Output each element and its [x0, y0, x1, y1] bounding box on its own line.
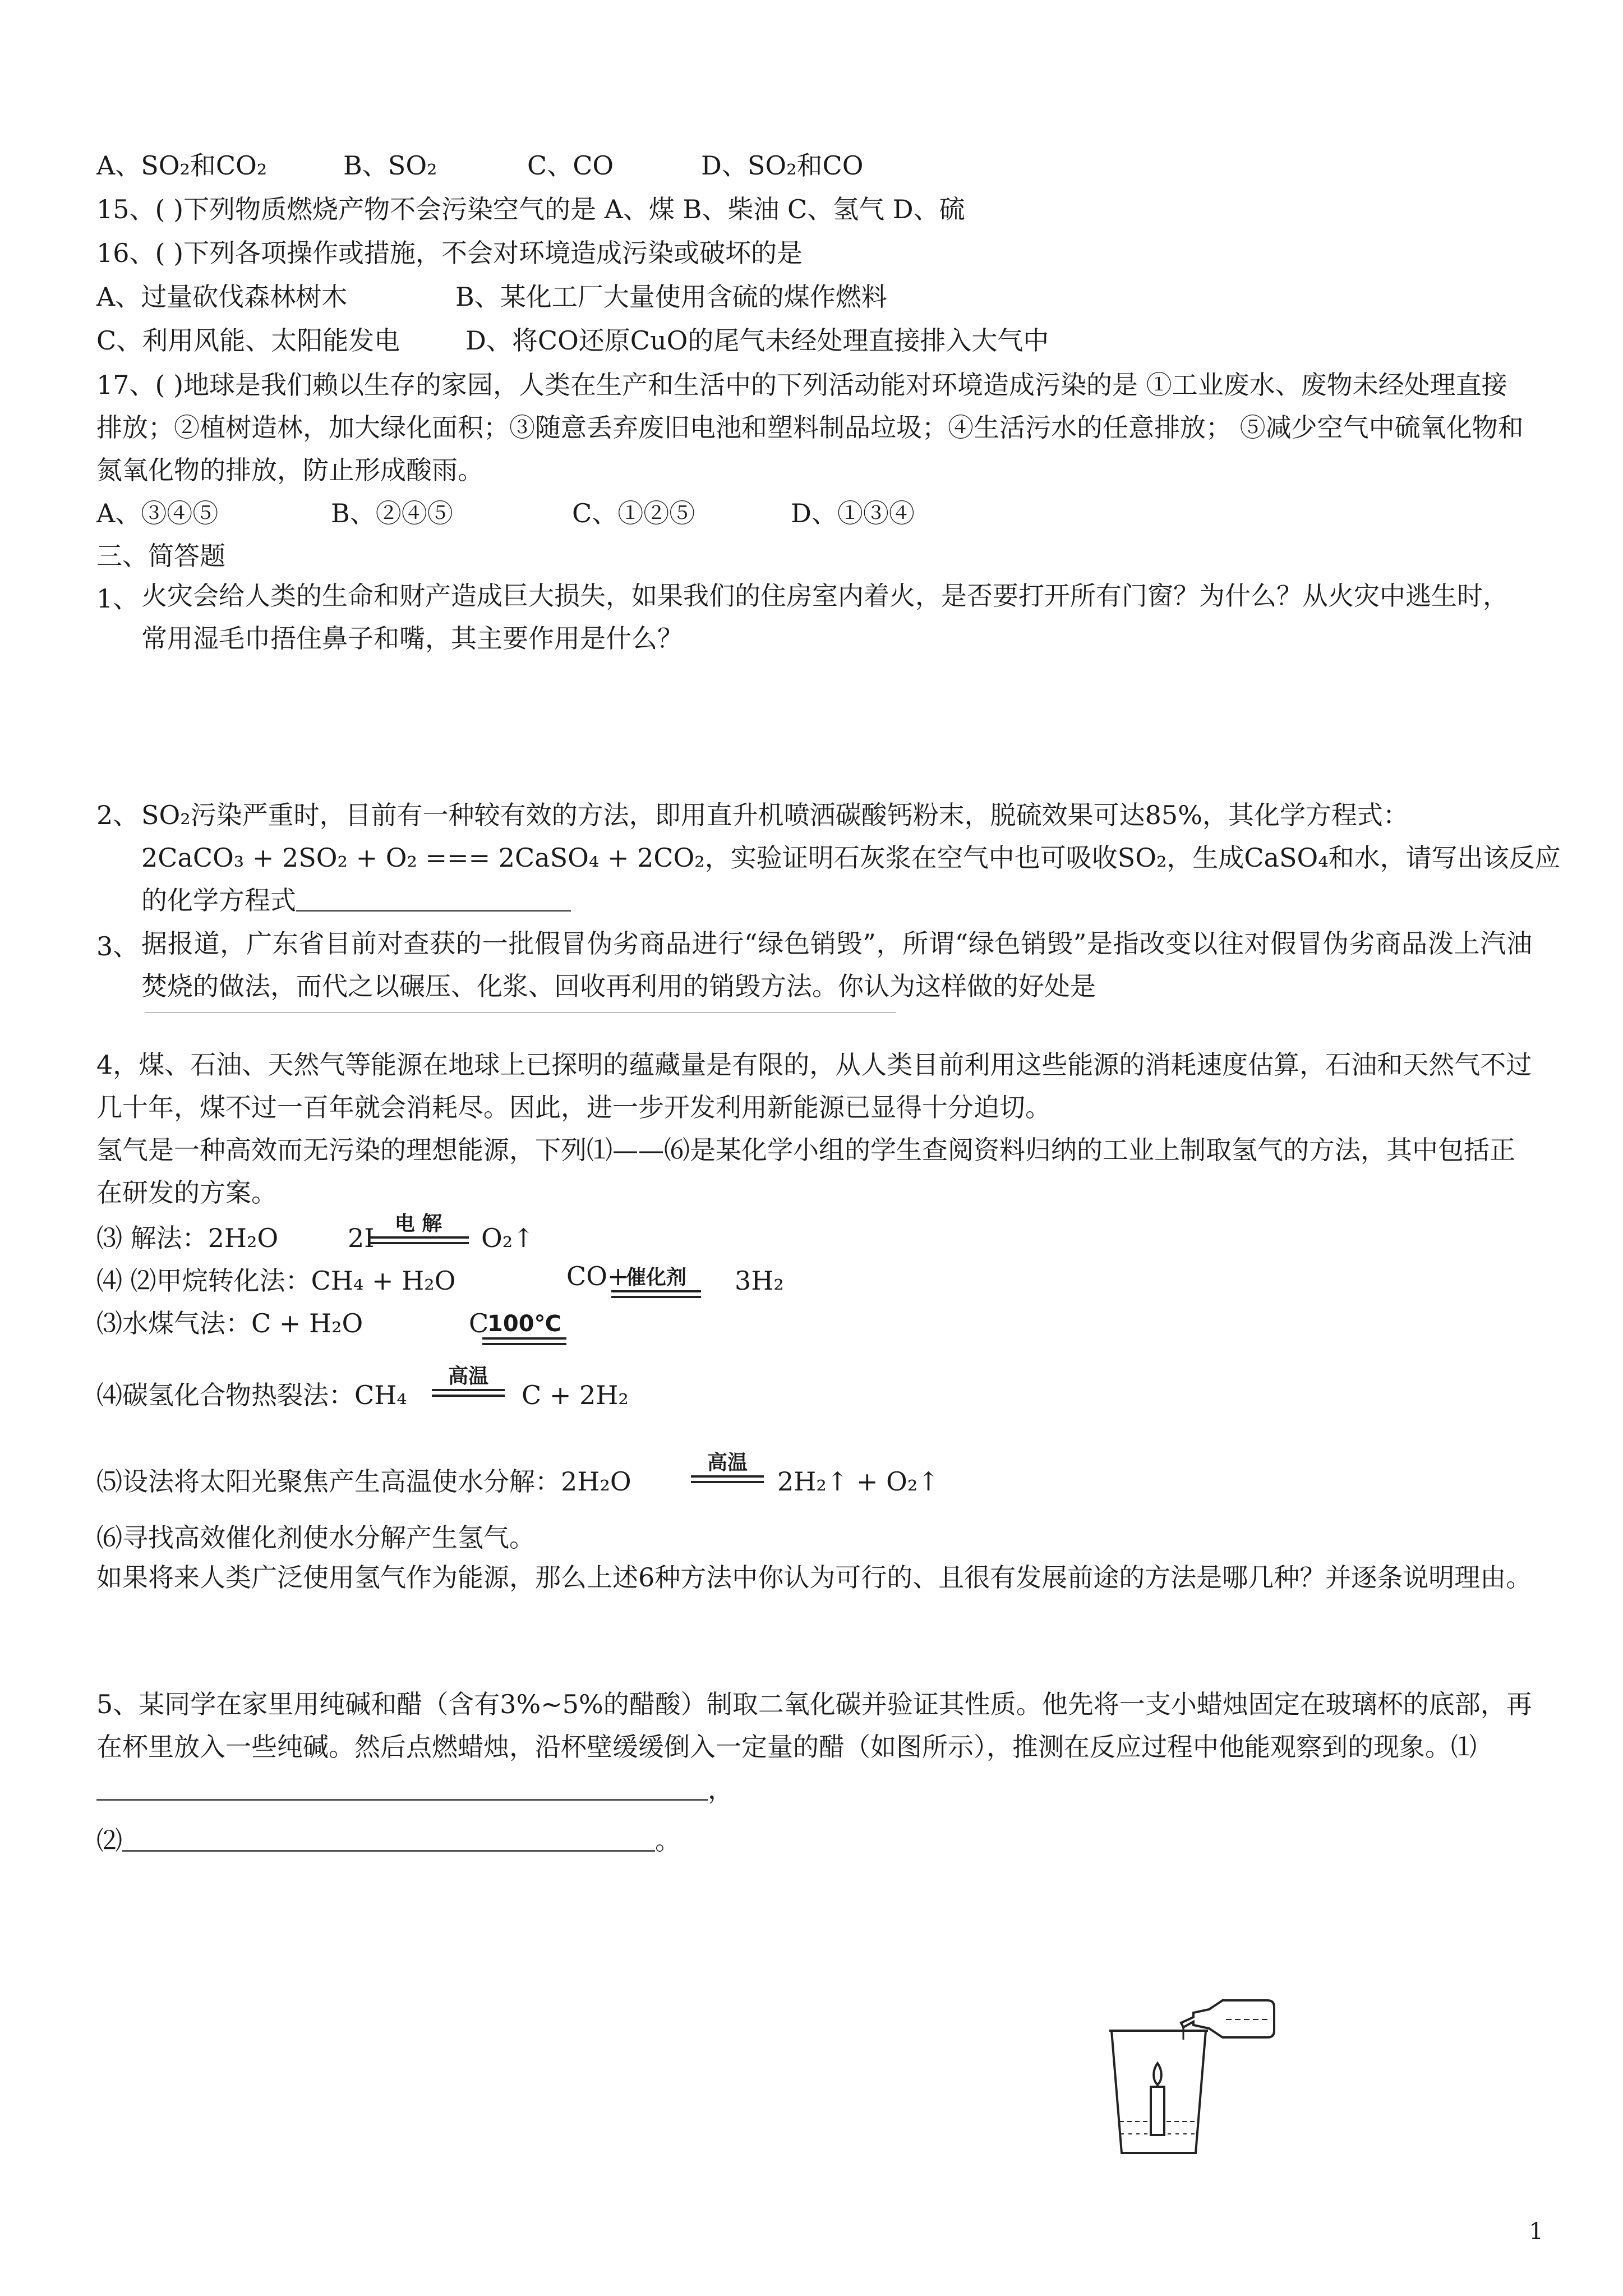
short-answer-4-intro-2: 氢气是一种高效而无污染的理想能源，下列⑴——⑹是某化学小组的学生查阅资料归纳的工业上制取氢气的方法，其中包括正在研发的方案。	[96, 1135, 1515, 1208]
short-answer-2-line-2: 2CaCO₃ + 2SO₂ + O₂ === 2CaSO₄ + 2CO₂，实验证明石灰浆在空气中也可吸收SO₂，生成CaSO₄和水，请写出该反应	[141, 843, 1561, 873]
condition-label: 催化剂	[625, 1266, 686, 1289]
condition-label: 高温	[707, 1451, 748, 1474]
method-4-label: ⑷碳氢化合物热裂法：CH₄	[96, 1380, 407, 1410]
method-4-condition	[432, 1364, 505, 1397]
short-answer-3-number: 3、	[96, 931, 139, 961]
answer-blank[interactable]	[122, 1830, 655, 1852]
short-answer-5-line-2-suffix: 。	[655, 1825, 681, 1856]
condition-label: 电 解	[394, 1212, 442, 1235]
q14-option-c: C、CO	[527, 150, 614, 181]
reaction-arrow	[611, 1268, 701, 1298]
equals-bars	[611, 1290, 701, 1298]
question-16-option-d: D、将CO还原CuO的尾气未经处理直接排入大气中	[465, 325, 1049, 356]
method-3-label: ⑶水煤气法：C + H₂O	[96, 1308, 363, 1338]
short-answer-1-text: 火灾会给人类的生命和财产造成巨大损失，如果我们的住房室内着火，是否要打开所有门窗？为什么？从火灾中逃生时，常用湿毛巾捂住鼻子和嘴，其主要作用是什么？	[141, 581, 1509, 654]
answer-blank[interactable]	[145, 1012, 896, 1013]
condition-label: 高温	[448, 1365, 488, 1388]
answer-blank[interactable]	[96, 1779, 708, 1801]
short-answer-2-line-3-text: 的化学方程式	[141, 885, 296, 915]
condition-label: 100℃	[487, 1311, 561, 1337]
method-5-label: ⑸设法将太阳光聚焦产生高温使水分解：2H₂O	[96, 1466, 631, 1497]
question-15: 15、( )下列物质燃烧产物不会污染空气的是 A、煤 B、柴油 C、氢气 D、硫	[96, 194, 965, 224]
short-answer-5-line-2	[96, 1825, 681, 1856]
section-3-title: 三、简答题	[96, 541, 225, 571]
method-2-label: ⑷ ⑵甲烷转化法：CH₄ + H₂O	[96, 1266, 456, 1296]
question-16-stem: 16、( )下列各项操作或措施，不会对环境造成污染或破坏的是	[96, 238, 803, 268]
question-17-option-a: A、③④⑤	[96, 498, 219, 528]
reaction-arrow	[432, 1366, 505, 1397]
experiment-figure	[1099, 1997, 1279, 2160]
short-answer-1-number: 1、	[96, 583, 139, 614]
method-1-product-fragment: 2I	[348, 1223, 375, 1253]
method-2-right: 3H₂	[735, 1266, 784, 1296]
question-17-text: 17、( )地球是我们赖以生存的家园，人类在生产和生活中的下列活动能对环境造成污染的是 ①工业废水、废物未经处理直接排放；②植树造林，加大绿化面积；③随意丢弃废旧电池和塑料制品垃圾；④生活污水的任意排放； ⑤减少空气中硫氧化物和氮氧化物的排放，防止形成酸雨。	[96, 370, 1524, 485]
q14-option-b: B、SO₂	[343, 150, 437, 181]
short-answer-2-line-1: SO₂污染严重时，目前有一种较有效的方法，即用直升机喷洒碳酸钙粉末，脱硫效果可达85%，其化学方程式：	[141, 800, 1409, 830]
method-3-condition	[482, 1313, 566, 1345]
answer-blank[interactable]	[296, 890, 571, 912]
q14-option-d: D、SO₂和CO	[701, 150, 864, 181]
question-16-option-b: B、某化工厂大量使用含硫的煤作燃料	[455, 282, 887, 312]
short-answer-3-text: 据报道，广东省目前对查获的一批假冒伪劣商品进行“绿色销毁”，所谓“绿色销毁”是指改变以往对假冒伪劣商品泼上汽油焚烧的做法，而代之以碾压、化浆、回收再利用的销毁方法。你认为这样做的好处是	[141, 928, 1532, 1001]
short-answer-4-question: 如果将来人类广泛使用氢气作为能源，那么上述6种方法中你认为可行的、且很有发展前途的方法是哪几种？并逐条说明理由。	[96, 1562, 1532, 1593]
method-5-condition	[691, 1451, 764, 1483]
method-1-oxygen: O₂↑	[481, 1223, 534, 1253]
short-answer-4-intro: 4，煤、石油、天然气等能源在地球上已探明的蕴藏量是有限的，从人类目前利用这些能源的消耗速度估算，石油和天然气不过几十年，煤不过一百年就会消耗尽。因此，进一步开发利用新能源已显得十分迫切。	[96, 1050, 1532, 1122]
equals-bars	[368, 1236, 469, 1244]
method-6: ⑹寻找高效催化剂使水分解产生氢气。	[96, 1522, 535, 1553]
short-answer-5-line-2-prefix: ⑵	[96, 1825, 122, 1856]
reaction-arrow	[482, 1313, 566, 1345]
question-17-option-d: D、①③④	[791, 498, 915, 528]
bottle-icon	[1181, 2000, 1274, 2037]
page-number: 1	[1529, 2219, 1543, 2244]
method-2-condition	[611, 1266, 701, 1298]
question-17-option-c: C、①②⑤	[572, 498, 695, 528]
short-answer-5-text	[96, 1683, 1532, 1811]
equals-bars	[482, 1337, 566, 1345]
q14-option-a: A、SO₂和CO₂	[96, 150, 268, 181]
question-16-option-c: C、利用风能、太阳能发电	[96, 325, 400, 356]
method-2-middle: CO+	[566, 1261, 629, 1291]
method-1-condition	[368, 1212, 469, 1244]
short-answer-5-comma: ，	[708, 1774, 734, 1805]
short-answer-5-body: 5、某同学在家里用纯碱和醋（含有3%~5%的醋酸）制取二氧化碳并验证其性质。他先将一支小蜡烛固定在玻璃杯的底部，再在杯里放入一些纯碱。然后点燃蜡烛，沿杯壁缓缓倒入一定量的醋（如图所示），推测在反应过程中他能观察到的现象。⑴	[96, 1689, 1532, 1762]
question-17-option-b: B、②④⑤	[331, 498, 453, 528]
reaction-arrow	[368, 1214, 469, 1244]
method-1-label: ⑶ 解法：2H₂O	[96, 1223, 279, 1253]
equals-bars	[691, 1475, 764, 1483]
method-5-right: 2H₂↑ + O₂↑	[777, 1466, 939, 1497]
short-answer-2-number: 2、	[96, 800, 139, 830]
method-3-middle: C	[469, 1308, 489, 1338]
short-answer-2-line-3	[141, 887, 571, 913]
reaction-arrow	[691, 1453, 764, 1483]
equals-bars	[432, 1389, 505, 1397]
candle-icon	[1151, 2063, 1164, 2135]
question-16-option-a: A、过量砍伐森林树木	[96, 282, 348, 312]
method-4-right: C + 2H₂	[522, 1380, 629, 1410]
